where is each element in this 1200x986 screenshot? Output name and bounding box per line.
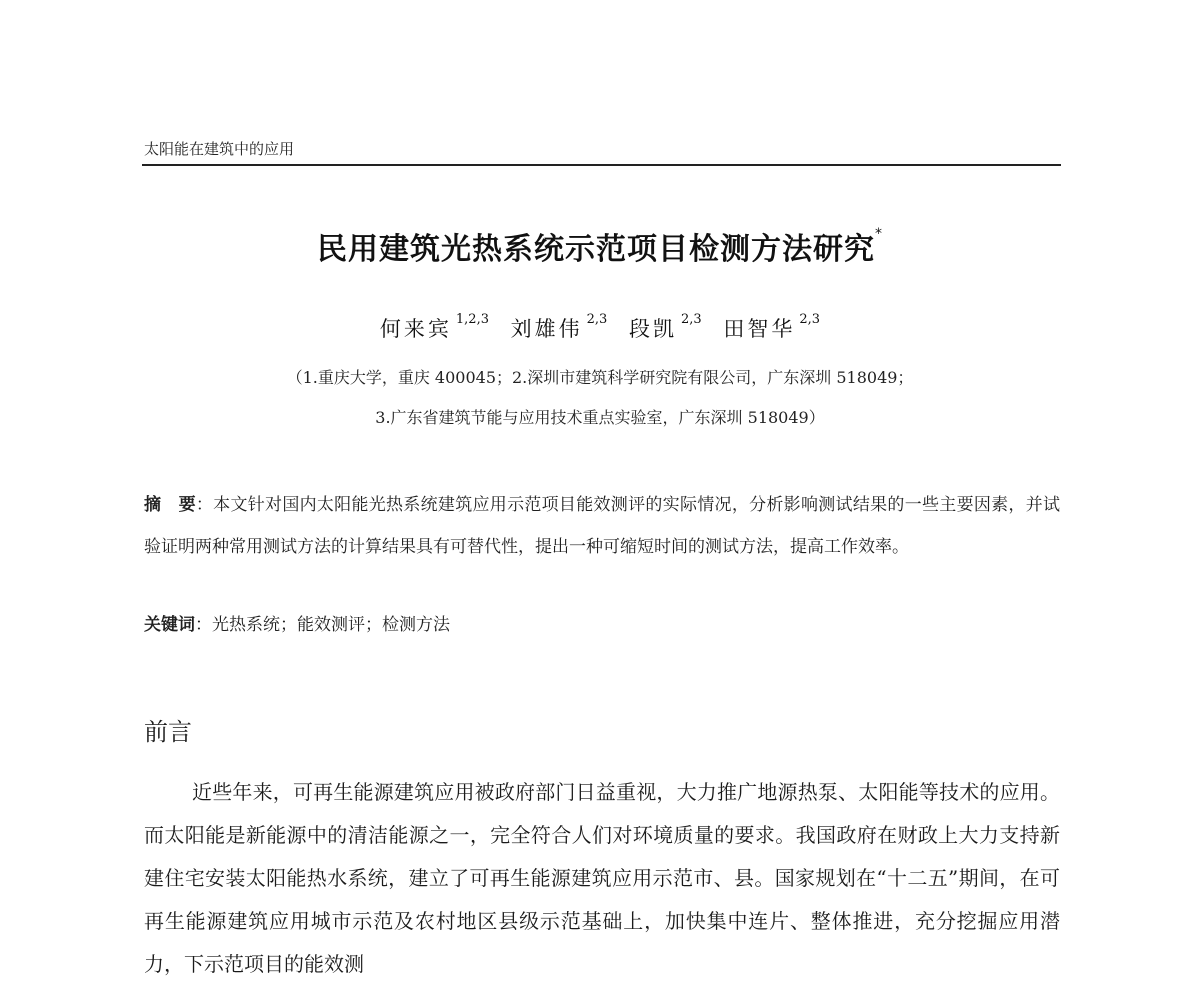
body-paragraph: 近些年来，可再生能源建筑应用被政府部门日益重视，大力推广地源热泵、太阳能等技术的应用。而太阳能是新能源中的清洁能源之一，完全符合人们对环境质量的要求。我国政府在财政上大力支持新建住宅安装太阳能热水系统，建立了可再生能源建筑应用示范市、县。国家规划在“十二五”期间，在可再生能源建筑应用城市示范及农村地区县级示范基础上，加快集中连片、整体推进，充分挖掘应用潜力，下示范项目的能效测 [144, 780, 1060, 976]
author [510, 312, 608, 341]
author-name: 段凯 [629, 317, 678, 341]
title-footnote-mark: * [875, 226, 883, 242]
author-affiliation-mark: 2,3 [681, 312, 702, 327]
header-rule [142, 164, 1061, 166]
abstract [144, 484, 1060, 568]
section-heading: 前言 [144, 718, 192, 746]
affiliation-line-1: （1.重庆大学，重庆 400045；2.深圳市建筑科学研究院有限公司，广东深圳 518049； [286, 368, 914, 387]
author-affiliation-mark: 2,3 [799, 312, 821, 327]
author-name: 田智华 [723, 317, 796, 341]
author-list [0, 313, 1200, 343]
author [629, 312, 702, 341]
author-affiliation-mark: 2,3 [586, 312, 608, 327]
author-affiliation-mark: 1,2,3 [455, 312, 489, 327]
author-name: 何来宾 [379, 317, 452, 341]
keywords-text: ：光热系统；能效测评；检测方法 [195, 615, 450, 635]
author [379, 312, 489, 341]
keywords-label: 关键词 [144, 615, 195, 635]
keywords [144, 610, 1060, 635]
paper-title [0, 224, 1200, 268]
paper-title-text: 民用建筑光热系统示范项目检测方法研究 [317, 232, 875, 267]
abstract-label: 摘 要 [144, 495, 196, 515]
abstract-text: ：本文针对国内太阳能光热系统建筑应用示范项目能效测评的实际情况，分析影响测试结果的一些主要因素，并试验证明两种常用测试方法的计算结果具有可替代性，提出一种可缩短时间的测试方法，提高工作效率。 [144, 495, 1061, 557]
affiliation-line-2: 3.广东省建筑节能与应用技术重点实验室，广东深圳 518049） [375, 408, 825, 427]
author [723, 312, 821, 341]
running-header: 太阳能在建筑中的应用 [144, 140, 295, 158]
author-name: 刘雄伟 [510, 317, 583, 341]
